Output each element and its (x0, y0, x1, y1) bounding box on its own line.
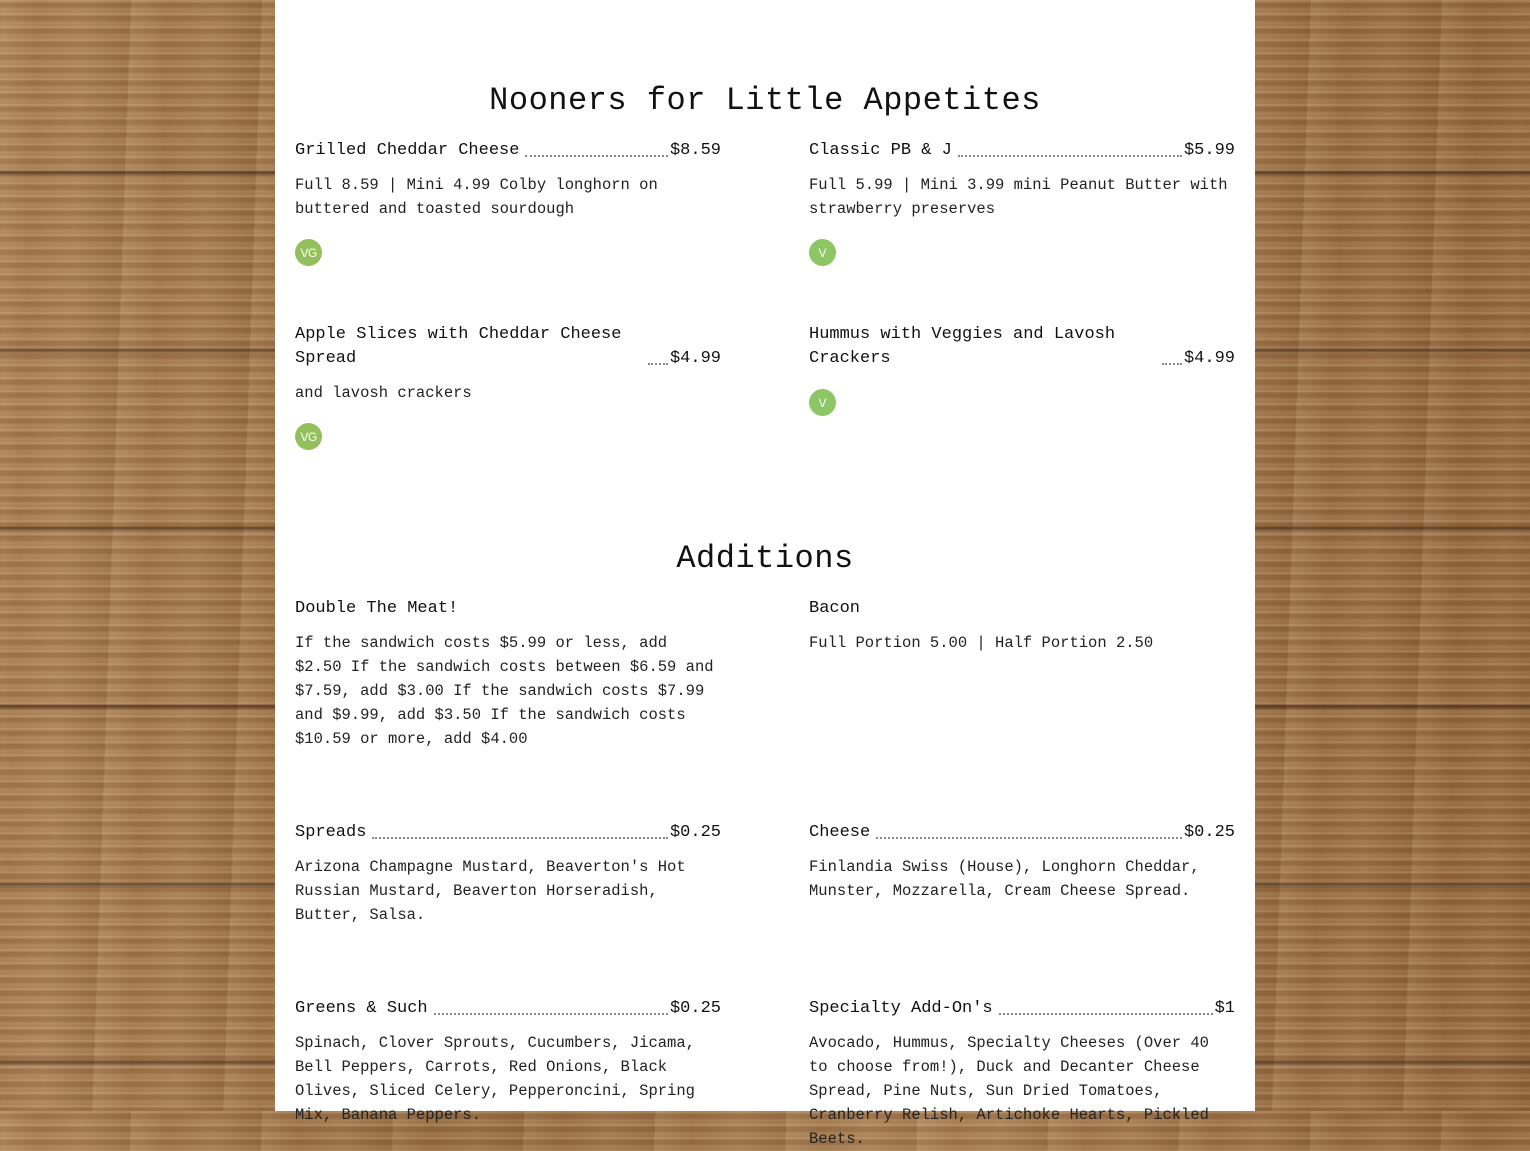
menu-item-bacon[interactable] (809, 597, 1235, 655)
dot-leader (525, 155, 668, 157)
menu-item-cheese[interactable] (809, 821, 1235, 903)
menu-item-classic-pbj[interactable] (809, 139, 1235, 266)
vegan-badge-icon: V (809, 239, 836, 266)
item-price: $4.99 (1183, 349, 1235, 368)
section-title-additions: Additions (676, 540, 854, 577)
item-price: $0.25 (669, 823, 721, 842)
menu-item-apple-slices[interactable] (295, 323, 721, 450)
item-name: Grilled Cheddar Cheese (295, 141, 520, 160)
item-price: $4.99 (669, 349, 721, 368)
item-description: If the sandwich costs $5.99 or less, add $2.50 If the sandwich costs between $6.59 and $7.59, add $3.00 If the sandwich costs $7.99 and $9.99, add $3.50 If the sandwich costs $10.59 or more, add $4.00 (295, 634, 714, 748)
menu-item-grilled-cheddar[interactable] (295, 139, 721, 266)
item-description: Finlandia Swiss (House), Longhorn Cheddar, Munster, Mozzarella, Cream Cheese Spread. (809, 858, 1200, 900)
item-name: Specialty Add-On's (809, 999, 993, 1018)
item-description: Arizona Champagne Mustard, Beaverton's Hot Russian Mustard, Beaverton Horseradish, Butter, Salsa. (295, 858, 686, 924)
item-description: Avocado, Hummus, Specialty Cheeses (Over 40 to choose from!), Duck and Decanter Cheese Spread, Pine Nuts, Sun Dried Tomatoes, Cranberry Relish, Artichoke Hearts, Pickled Beets. (809, 1034, 1209, 1148)
item-name: Bacon (809, 599, 861, 618)
vegetarian-badge-icon: VG (295, 239, 322, 266)
menu-item-greens[interactable] (295, 997, 721, 1127)
item-description: Spinach, Clover Sprouts, Cucumbers, Jicama, Bell Peppers, Carrots, Red Onions, Black Olives, Sliced Celery, Pepperoncini, Spring Mix, Banana Peppers. (295, 1034, 695, 1124)
item-price: $0.25 (1183, 823, 1235, 842)
dot-leader (434, 1013, 668, 1015)
item-name: Greens & Such (295, 999, 428, 1018)
menu-item-hummus[interactable] (809, 323, 1235, 416)
dot-leader (372, 837, 668, 839)
vegan-badge-icon: V (809, 389, 836, 416)
item-name: Double The Meat! (295, 599, 459, 618)
dot-leader (958, 155, 1182, 157)
item-description: and lavosh crackers (295, 384, 472, 402)
item-name: Spreads (295, 823, 367, 842)
section-title-nooners: Nooners for Little Appetites (489, 82, 1041, 119)
item-name: Hummus with Veggies and Lavosh Crackers (809, 325, 1116, 368)
item-price: $5.99 (1183, 141, 1235, 160)
dot-leader (648, 363, 668, 365)
dot-leader (876, 837, 1182, 839)
item-name: Classic PB & J (809, 141, 952, 160)
item-name: Apple Slices with Cheddar Cheese Spread (295, 325, 622, 368)
item-price: $0.25 (669, 999, 721, 1018)
item-price: $1 (1214, 999, 1235, 1018)
item-name: Cheese (809, 823, 871, 842)
dot-leader (1162, 363, 1182, 365)
menu-paper (275, 0, 1255, 1148)
item-description: Full 8.59 | Mini 4.99 Colby longhorn on buttered and toasted sourdough (295, 176, 658, 218)
item-price: $8.59 (669, 141, 721, 160)
menu-item-specialty-addons[interactable] (809, 997, 1235, 1151)
dot-leader (999, 1013, 1213, 1015)
menu-item-double-meat[interactable] (295, 597, 721, 751)
item-description: Full 5.99 | Mini 3.99 mini Peanut Butter with strawberry preserves (809, 176, 1228, 218)
vegetarian-badge-icon: VG (295, 423, 322, 450)
menu-item-spreads[interactable] (295, 821, 721, 927)
item-description: Full Portion 5.00 | Half Portion 2.50 (809, 634, 1154, 652)
